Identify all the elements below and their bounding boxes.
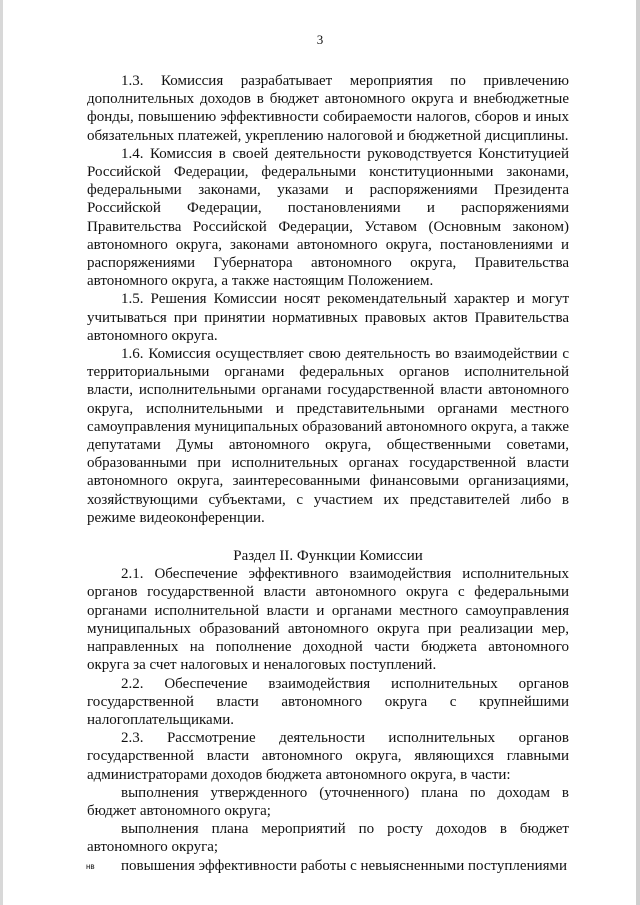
- scan-edge-left: [0, 0, 3, 905]
- footer-mark: нв: [86, 862, 95, 871]
- paragraph-1-3: 1.3. Комиссия разрабатывает мероприятия по привлечению дополнительных доходов в бюджет автономного округа и внебюджетные фонды, повышению эффективности собираемости налогов, сборов и иных обязательных платежей, укреплению налоговой и бюджетной дисциплины.: [87, 73, 569, 144]
- section-title: Раздел II. Функции Комиссии: [233, 548, 423, 565]
- page-number: 3: [316, 32, 324, 47]
- document-body: [87, 72, 569, 875]
- scan-edge-right: [636, 0, 640, 905]
- list-item-measures: выполнения плана мероприятий по росту доходов в бюджет автономного округа;: [87, 821, 569, 856]
- paragraph-1-4: 1.4. Комиссия в своей деятельности руководствуется Конституцией Российской Федерации, федеральными конституционными законами, федеральными законами, указами и распоряжениями Президента Российской Федерации, постановлениями и распоряжениями Правительства Российской Федерации, Уставом (Основным законом) автономного округа, законами автономного округа, постановлениями и распоряжениями Губернатора автономного округа, Правительства автономного округа, а также настоящим Положением.: [87, 145, 569, 290]
- list-item-efficiency: повышения эффективности работы с невыясненными поступлениями: [121, 857, 568, 874]
- paragraph-2-1: 2.1. Обеспечение эффективного взаимодействия исполнительных органов государственной власти автономного округа с федеральными органами исполнительной власти и органами местного самоуправления муниципальных образований автономного округа при реализации мер, направленных на пополнение доходной части бюджета автономного округа за счет налоговых и неналоговых поступлений.: [87, 566, 569, 674]
- paragraph-1-5: 1.5. Решения Комиссии носят рекомендательный характер и могут учитываться при принятии нормативных правовых актов Правительства автономного округа.: [87, 291, 569, 344]
- paragraph-2-3: 2.3. Рассмотрение деятельности исполнительных органов государственной власти автономного округа, являющихся главными администраторами доходов бюджета автономного округа, в части:: [87, 730, 569, 783]
- list-item-plan: выполнения утвержденного (уточненного) плана по доходам в бюджет автономного округа;: [87, 784, 569, 819]
- paragraph-1-6: 1.6. Комиссия осуществляет свою деятельность во взаимодействии с территориальными органами федеральных органов исполнительной власти, исполнительными органами государственной власти автономного округа, исполнительными и представительными органами местного самоуправления муниципальных образований автономного округа, а также депутатами Думы автономного округа, общественными советами, образованными при исполнительных органах государственной власти автономного округа, заинтересованными финансовыми организациями, хозяйствующими субъектами, с участием их представителей либо в режиме видеоконференции.: [87, 346, 569, 526]
- paragraph-2-2: 2.2. Обеспечение взаимодействия исполнительных органов государственной власти автономного округа с крупнейшими налогоплательщиками.: [87, 675, 569, 728]
